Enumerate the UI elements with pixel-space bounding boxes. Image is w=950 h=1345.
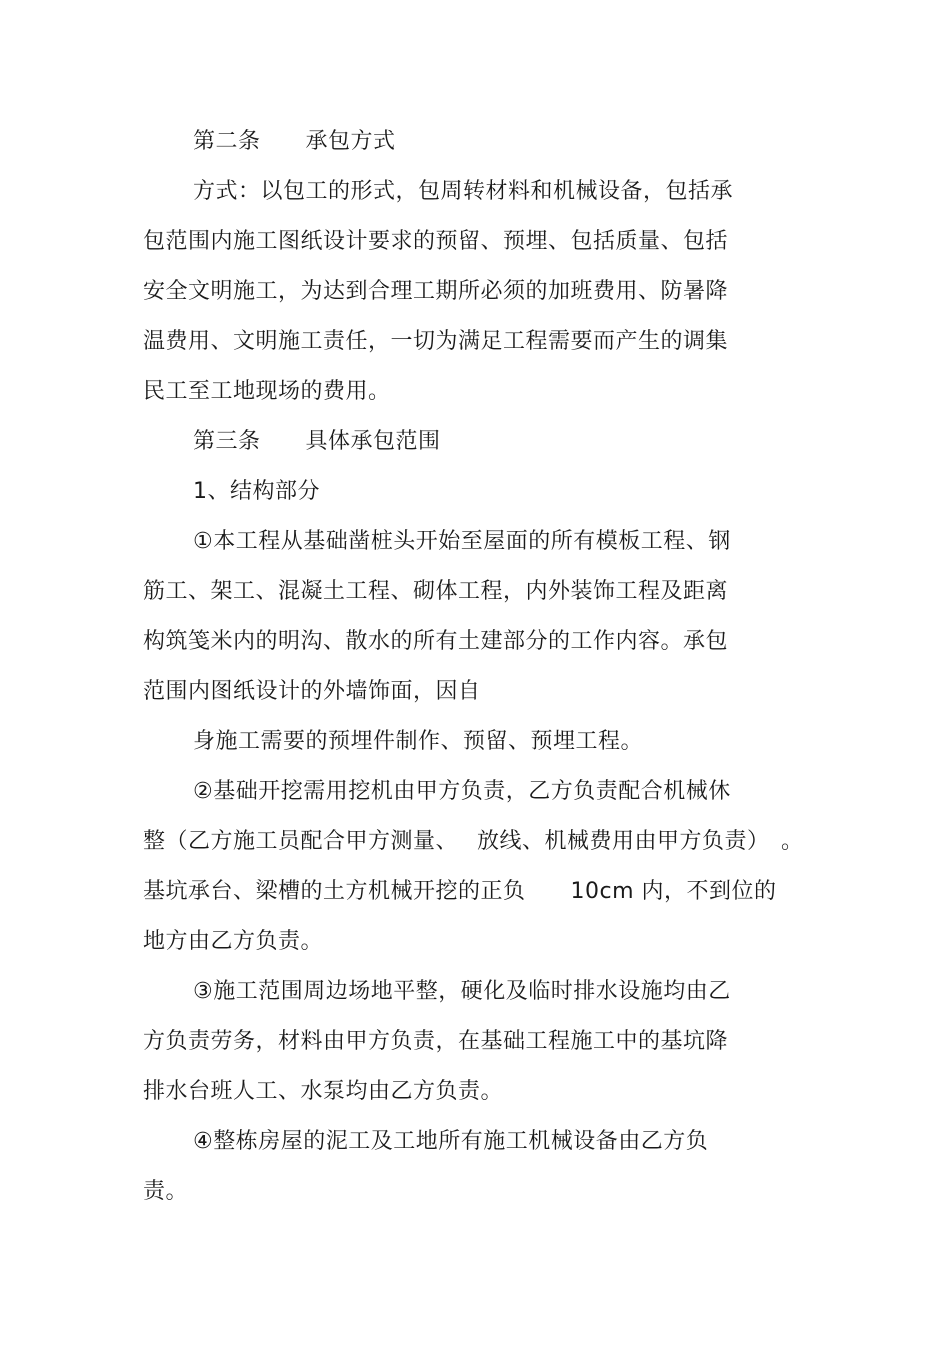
article-2-heading: 第二条 承包方式 (193, 129, 396, 154)
paragraph-line: 构筑笺米内的明沟、散水的所有土建部分的工作内容。承包 (143, 629, 729, 654)
paragraph-line: 民工至工地现场的费用。 (143, 379, 391, 404)
article-3-heading: 第三条 具体承包范围 (193, 429, 441, 454)
paragraph-line: 筋工、架工、混凝土工程、砌体工程，内外装饰工程及距离 (143, 579, 729, 604)
paragraph-line: 包范围内施工图纸设计要求的预留、预埋、包括质量、包括 (143, 229, 729, 254)
paragraph-line: 温费用、文明施工责任，一切为满足工程需要而产生的调集 (143, 329, 729, 354)
paragraph-line: 责。 (143, 1179, 189, 1204)
paragraph-line: 整（乙方施工员配合甲方测量、 放线、机械费用由甲方负责） 。 (143, 829, 804, 854)
paragraph-line: 身施工需要的预埋件制作、预留、预埋工程。 (193, 729, 644, 754)
section-heading: 1、结构部分 (193, 479, 320, 504)
paragraph-line: 排水台班人工、水泵均由乙方负责。 (143, 1079, 504, 1104)
paragraph-line: ③施工范围周边场地平整，硬化及临时排水设施均由乙 (193, 979, 731, 1004)
paragraph-line: 方式：以包工的形式，包周转材料和机械设备，包括承 (193, 179, 734, 204)
paragraph-line: 地方由乙方负责。 (143, 929, 324, 954)
paragraph-line: ④整栋房屋的泥工及工地所有施工机械设备由乙方负 (193, 1129, 709, 1154)
paragraph-line: 安全文明施工，为达到合理工期所必须的加班费用、防暑降 (143, 279, 729, 304)
paragraph-line: 方负责劳务，材料由甲方负责，在基础工程施工中的基坑降 (143, 1029, 729, 1054)
paragraph-line: 范围内图纸设计的外墙饰面，因自 (143, 679, 481, 704)
paragraph-line: ①本工程从基础凿桩头开始至屋面的所有模板工程、钢 (193, 529, 731, 554)
paragraph-line: 基坑承台、梁槽的土方机械开挖的正负 10cm 内，不到位的 (143, 879, 777, 904)
paragraph-line: ②基础开挖需用挖机由甲方负责，乙方负责配合机械休 (193, 779, 731, 804)
